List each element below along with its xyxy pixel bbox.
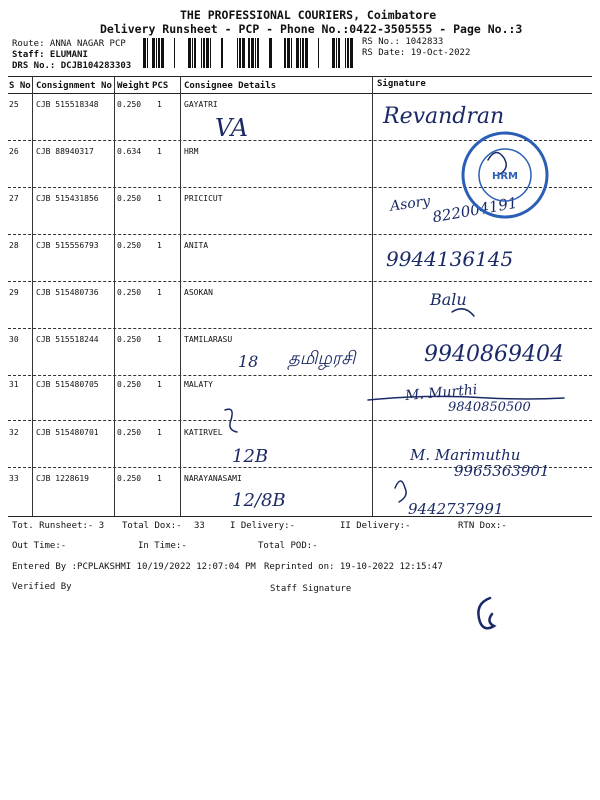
row-consignee: TAMILARASU (184, 335, 233, 344)
total-dox-value: 33 (194, 521, 205, 531)
signature-r31: M. Murthi (404, 381, 478, 405)
route-label: Route: ANNA NAGAR PCP (12, 39, 126, 49)
mark-r33: 12/8B (232, 490, 286, 511)
phone-r33: 9442737991 (408, 500, 504, 518)
row-pcs: 1 (157, 147, 162, 156)
col-header-signature: Signature (377, 79, 426, 89)
row-consignment: CJB 515480705 (36, 380, 99, 389)
row-consignee: ASOKAN (184, 288, 213, 297)
tot-runsheet: Tot. Runsheet:- 3 (12, 521, 105, 531)
row-sno: 31 (9, 380, 19, 389)
number-r30: 18 (238, 352, 259, 371)
i-delivery: I Delivery:- (230, 521, 296, 531)
row-consignee: PRICICUT (184, 194, 223, 203)
row-consignee: MALATY (184, 380, 213, 389)
col-header-sno: S No (9, 81, 31, 91)
col-header-pcs: PCS (152, 81, 169, 91)
row-pcs: 1 (157, 335, 162, 344)
row-sno: 29 (9, 288, 19, 297)
entered-by: Entered By :PCPLAKSHMI 10/19/2022 12:07:04 PM (12, 562, 256, 572)
row-consignee: NARAYANASAMI (184, 474, 242, 483)
phone-r30: 9940869404 (424, 342, 564, 367)
staff-signature-mark (478, 598, 494, 628)
row-pcs: 1 (157, 428, 162, 437)
company-title: THE PROFESSIONAL COURIERS, Coimbatore (180, 8, 437, 22)
row-weight: 0.250 (117, 428, 142, 437)
row-consignee: HRM (184, 147, 199, 156)
phone-r28: 9944136145 (386, 247, 514, 271)
row-pcs: 1 (157, 194, 162, 203)
row-pcs: 1 (157, 380, 162, 389)
phone-r27: 822004191 (431, 193, 519, 227)
row-sno: 30 (9, 335, 19, 344)
row-consignment: CJB 515556793 (36, 241, 99, 250)
row-weight: 0.634 (117, 147, 142, 156)
row-consignment: CJB 515518244 (36, 335, 99, 344)
rs-date: RS Date: 19-Oct-2022 (362, 48, 471, 58)
staff-label: Staff: ELUMANI (12, 50, 88, 60)
row-consignment: CJB 1228619 (36, 474, 89, 483)
signature-r32: M. Marimuthu (410, 446, 521, 464)
signature-r27: Asory (389, 193, 432, 215)
col-header-weight: Weight (117, 81, 150, 91)
row-sno: 32 (9, 428, 19, 437)
tamil-name-r30: தமிழரசி (288, 348, 356, 369)
row-consignment: CJB 515431856 (36, 194, 99, 203)
col-header-consignment: Consignment No (36, 81, 112, 91)
phone-r31: 9840850500 (448, 400, 531, 415)
row-weight: 0.250 (117, 100, 142, 109)
row-weight: 0.250 (117, 194, 142, 203)
in-time: In Time:- (138, 541, 187, 551)
row-consignment: CJB 515480701 (36, 428, 99, 437)
row-pcs: 1 (157, 474, 162, 483)
row-pcs: 1 (157, 288, 162, 297)
stamp-seal (458, 128, 552, 222)
row-sno: 33 (9, 474, 19, 483)
row-consignee: GAYATRI (184, 100, 218, 109)
company-stamp (458, 128, 552, 222)
row-pcs: 1 (157, 241, 162, 250)
verified-by: Verified By (12, 582, 72, 592)
staff-signature-label: Staff Signature (270, 584, 352, 594)
row-sno: 28 (9, 241, 19, 250)
row-weight: 0.250 (117, 241, 142, 250)
signature-r29: Balu (430, 290, 467, 309)
ink-stroke (368, 396, 564, 400)
mark-r32: 12B (232, 446, 269, 467)
ink-scribble (225, 409, 237, 432)
row-sno: 26 (9, 147, 19, 156)
row-consignment: CJB 88940317 (36, 147, 94, 156)
total-dox-label: Total Dox:- (122, 521, 182, 531)
phone-r32: 9965363901 (454, 462, 550, 480)
rs-number: RS No.: 1042833 (362, 37, 444, 47)
row-sno: 27 (9, 194, 19, 203)
row-sno: 25 (9, 100, 19, 109)
mark-r25: VA (215, 114, 249, 142)
runsheet-subtitle: Delivery Runsheet - PCP - Phone No.:0422-3505555 - Page No.:3 (100, 22, 523, 36)
rtn-dox: RTN Dox:- (458, 521, 507, 531)
reprinted-on: Reprinted on: 19-10-2022 12:15:47 (264, 562, 443, 572)
row-weight: 0.250 (117, 380, 142, 389)
ink-scribble (395, 481, 406, 502)
signature-r25: Revandran (383, 104, 505, 129)
svg-text:HRM: HRM (491, 171, 519, 182)
row-pcs: 1 (157, 100, 162, 109)
row-consignee: KATIRVEL (184, 428, 223, 437)
row-consignment: CJB 515480736 (36, 288, 99, 297)
out-time: Out Time:- (12, 541, 67, 551)
row-consignment: CJB 515518348 (36, 100, 99, 109)
row-weight: 0.250 (117, 335, 142, 344)
row-weight: 0.250 (117, 288, 142, 297)
col-header-consignee: Consignee Details (184, 81, 277, 91)
total-pod: Total POD:- (258, 541, 318, 551)
row-weight: 0.250 (117, 474, 142, 483)
row-consignee: ANITA (184, 241, 209, 250)
ii-delivery: II Delivery:- (340, 521, 411, 531)
ink-scribble (452, 309, 474, 316)
drs-number: DRS No.: DCJB104283303 (12, 61, 132, 71)
